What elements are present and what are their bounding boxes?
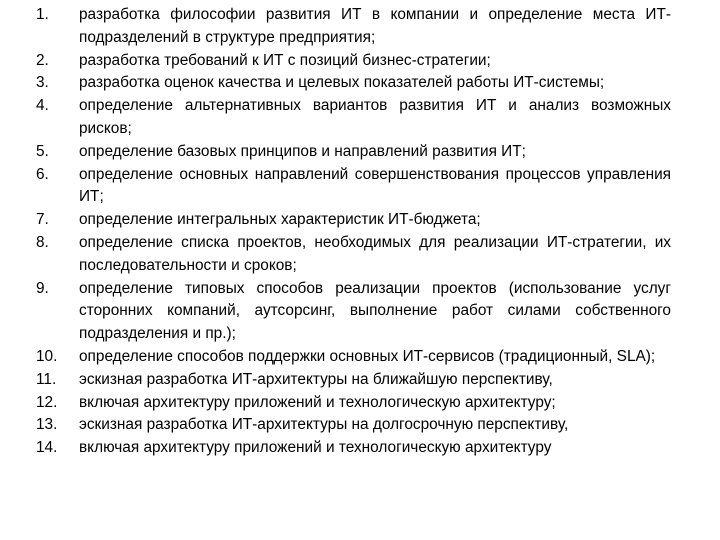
list-item-number: 3. (36, 74, 49, 92)
list-item (0, 141, 720, 164)
list-item (0, 392, 720, 415)
list-item-text: определение основных направлений совершенствования процессов управления ИТ; (79, 165, 671, 206)
list-item-text: определение альтернативных вариантов развития ИТ и анализ возможных рисков; (79, 97, 671, 137)
list-item (0, 232, 720, 278)
list-item-text: определение базовых принципов и направлений развития ИТ; (79, 142, 526, 160)
list-item-text: определение списка проектов, необходимых для реализации ИТ-стратегии, их последовательности и сроков; (79, 233, 671, 274)
list-item (0, 164, 720, 210)
list-item-text: определение способов поддержки основных ИТ-сервисов (традиционный, SLA); (79, 347, 656, 365)
list-item-number: 5. (36, 142, 49, 160)
list-item-text: эскизная разработка ИТ-архитектуры на долгосрочную перспективу, (79, 416, 569, 434)
list-item (0, 278, 720, 346)
list-item-number: 14. (36, 439, 58, 457)
list-item-number: 6. (36, 165, 49, 183)
list-item-text: разработка оценок качества и целевых показателей работы ИТ-системы; (79, 74, 605, 92)
list-item-number: 7. (36, 211, 49, 229)
list-item (0, 95, 720, 141)
list-item-text: включая архитектуру приложений и технологическую архитектуру; (79, 393, 556, 411)
list-item-text: определение типовых способов реализации проектов (использование услуг сторонних компаний, аутсорсинг, выполнение работ силами собственного подразделения и пр.); (79, 279, 671, 343)
document-page (0, 4, 720, 460)
list-item (0, 209, 720, 232)
list-item-number: 10. (36, 347, 58, 365)
list-item (0, 346, 720, 369)
list-item-number: 9. (36, 279, 49, 297)
list-item-number: 1. (36, 6, 49, 23)
list-item-number: 12. (36, 393, 58, 411)
list-item (0, 414, 720, 437)
list-item-number: 13. (36, 416, 58, 434)
list-item (0, 437, 720, 460)
list-item-text: разработка философии развития ИТ в компании и определение места ИТ-подразделений в структуре предприятия; (79, 6, 671, 46)
list-item-text: включая архитектуру приложений и технологическую архитектуру (79, 439, 552, 457)
list-item (0, 50, 720, 73)
list-item (0, 72, 720, 95)
list-item-number: 2. (36, 51, 49, 69)
list-item (0, 369, 720, 392)
list-item-text: определение интегральных характеристик ИТ-бюджета; (79, 211, 481, 229)
list-item-number: 4. (36, 97, 49, 115)
list-item-text: эскизная разработка ИТ-архитектуры на ближайшую перспективу, (79, 370, 553, 388)
list-item-text: разработка требований к ИТ с позиций бизнес-стратегии; (79, 51, 491, 69)
list-item-number: 11. (36, 370, 57, 388)
list-item (0, 4, 720, 50)
list-item-number: 8. (36, 233, 49, 251)
